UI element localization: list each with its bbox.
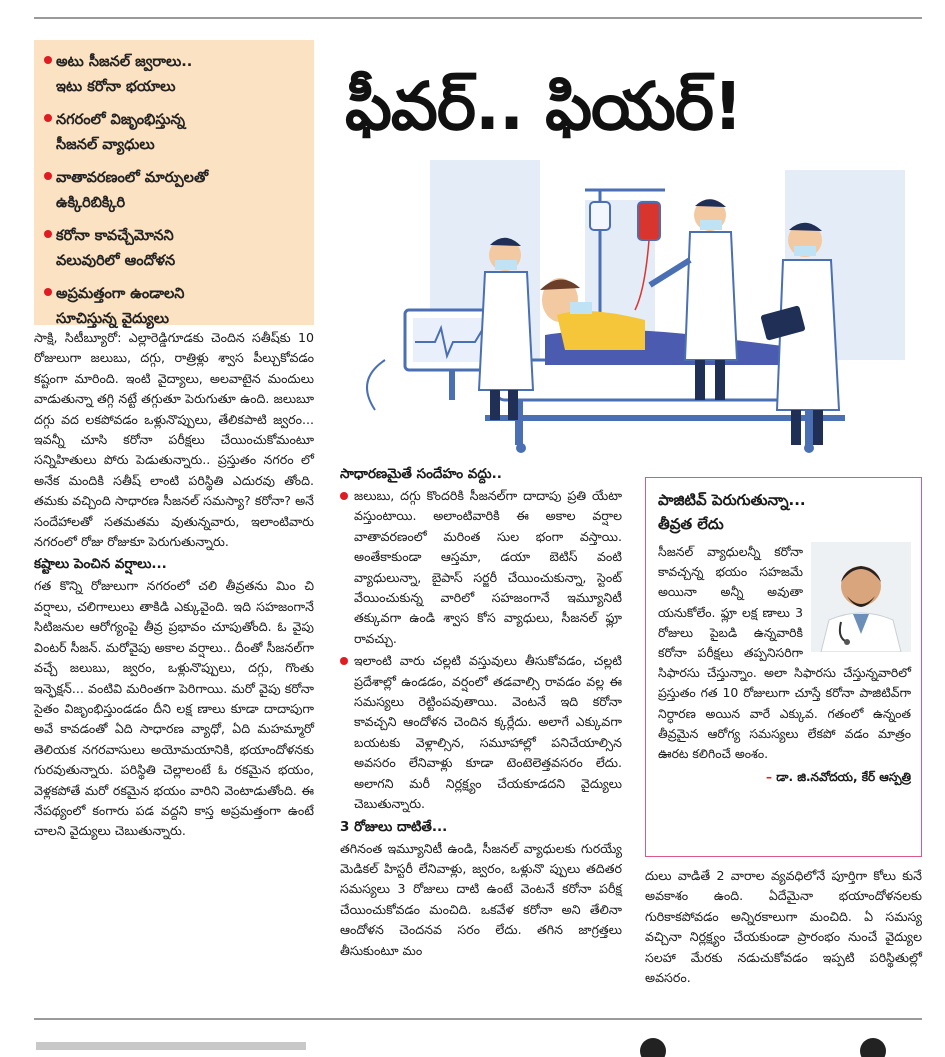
- quote-body: సీజనల్ వ్యాధులన్నీ కరోనా కావచ్చన్న భయం సహజమే అయినా అన్నీ అవుతా యనుకోలేం. ఫ్లూ లక్ష ణాలు 3 రోజులు పైబడి ఉన్నవారికి కరోనా పరీక్షలు తప్పనిసరిగా సిఫారసు చేస్తున్నాం. అలా సిఫారసు చేస్తున్నవారిలో ప్రస్తుతం గత 10 రోజులుగా చూస్తే కరోనా పాజిటివ్‌గా నిర్ధారణ అయిన వారే ఎక్కువ. గతంలో ఉన్నంత తీవ్రమైన ఆరోగ్య సమస్యలు లేకపో వడం మాత్రం ఊరట కలిగించే అంశం.: [658, 544, 911, 762]
- highlight-line: అప్రమత్తంగా ఉండాలని: [56, 286, 185, 302]
- highlight-line: ఉక్కిరిబిక్కిరి: [56, 195, 126, 211]
- column-left: [34, 328, 314, 1018]
- highlight-item: [56, 282, 304, 332]
- column-right-bottom: [645, 866, 922, 1016]
- highlight-line: అటు సీజనల్ జ్వరాలు..: [56, 54, 193, 70]
- column-middle: [340, 462, 622, 1012]
- article-body: తగినంత ఇమ్యూనిటీ ఉండి, సీజనల్ వ్యాధులకు గురయ్యే మెడికల్ హిస్టరీ లేనివాళ్లు, జ్వరం, ఒళ్లునొ ప్పులు తదితర సమస్యలు 3 రోజులు దాటి ఉంటే వెంటనే కరోనా పరీక్ష చేయించుకోవడం మంచిది. ఒకవేళ కరోనా అని తేలినా ఆందోళన చెందనవ సరం లేదు. తగిన జాగ్రత్తలు తీసుకుంటూ మం: [340, 840, 622, 958]
- bullet-icon: [44, 56, 52, 64]
- subheading: సాధారణమైతే సందేహం వద్దు..: [340, 466, 502, 482]
- subheading: 3 రోజులు దాటితే...: [340, 818, 448, 835]
- highlight-line: సీజనల్ వ్యాధులు: [56, 137, 155, 153]
- top-rule: [34, 17, 922, 19]
- subheading: కష్టాలు పెంచిన వర్షాలు...: [34, 556, 167, 573]
- bullet-icon: [44, 230, 52, 238]
- highlights-box: [34, 40, 314, 325]
- fragment-shape: [640, 1038, 666, 1057]
- quote-credit: [658, 770, 911, 787]
- credit-name: డా. జి.నవోదయ, కేర్ ఆస్పత్రి: [776, 770, 911, 785]
- highlight-line: వలువురిలో ఆందోళన: [56, 253, 176, 269]
- bullet-icon: [44, 114, 52, 122]
- hospital-illustration: [345, 160, 935, 455]
- highlight-item: [56, 108, 304, 158]
- highlight-item: [56, 224, 304, 274]
- credit-dash: –: [766, 770, 773, 785]
- next-article-fragment: [0, 1030, 945, 1057]
- highlight-line: ఇటు కరోనా భయాలు: [56, 79, 176, 95]
- bullet-icon: [44, 288, 52, 296]
- article-body: గత కొన్ని రోజులుగా నగరంలో చలి తీవ్రతను మిం చి వర్షాలు, చలిగాలులు తాకిడి ఎక్కువైంది. ఇది సహజంగానే సిటిజనుల ఆరోగ్యంపై తీవ్ర ప్రభావం చూపుతోంది. ఓ వైపు వింటర్ సీజన్. మరోవైపు అకాల వర్షాలు.. దీంతో సీజనల్‌గా వచ్చే జలుబు, జ్వరం, ఒళ్లునొప్పులు, దగ్గు, గొంతు ఇన్ఫెక్షన్... వంటివి మరింతగా పెరిగాయి. మరో వైపు కరోనా సైతం విజృంభిస్తుండడం దీని లక్ష ణాలు కూడా దాదాపుగా అవే కావడంతో ఏది సాధారణ వ్యాధో, ఏది మహమ్మారో తెలియక నగరవాసులు అయోమయానికి, భయాందోళనకు గురవుతున్నారు. పరిస్థితి చెల్లాలంటే ఓ రకమైన భయం, వెళ్లకపోతే మరో రకమైన భయం వారిని వెంటాడుతోంది. ఈ నేపథ్యంలో కంగారు పడ వద్దని కాస్త అప్రమత్తంగా ఉంటే చాలని వైద్యులు చెబుతున్నారు.: [34, 578, 314, 839]
- quote-title: పాజిటివ్ పెరుగుతున్నా...: [658, 491, 806, 509]
- article-intro: సాక్షి, సిటీబ్యూరో: ఎల్లారెడ్డిగూడకు చెందిన సతీష్‌కు 10 రోజులుగా జలుబు, దగ్గు, రాత్రిళ్లు శ్వాస పీల్చుకోవడం కష్టంగా మారింది. ఇంటి వైద్యాలు, అలవాటైన మందులు వాడుతున్నా తగ్గి నట్టే తగ్గుతూ పెరుగుతూ ఉంది. జలుబూ దగ్గు వద లకపోవడం ఒళ్లునొప్పులు, తేలికపాటి జ్వరం... ఇవన్నీ చూసి కరోనా పరీక్షలు చేయించుకోమంటూ సన్నిహితులు పోరు పెడుతున్నారు.. ప్రస్తుతం నగరం లో అనేక మందికి సతీష్ లాంటి పరిస్థితి ఎదురవు తోంది. తమకు వచ్చింది సాధారణ సీజనల్ సమస్యా? కరోనా? అనే సందేహాలతో సతమతమ వుతున్నవారు, ఇలాంటివారు నగరంలో రోజు రోజుకూ పెరుగుతున్నారు.: [34, 330, 314, 550]
- article-body: దులు వాడితే 2 వారాల వ్యవధిలోనే పూర్తిగా కోలు కునే అవకాశం ఉంది. ఏదేమైనా భయాందోళనలకు గురికాకపోవడం అన్నిరకాలుగా మంచిది. ఏ సమస్య వచ్చినా నిర్లక్ష్యం చేయకుండా ప్రారంభం నుంచే వైద్యుల సలహా మేరకు నడుచుకోవడం ఇప్పటి పరిస్థితుల్లో అవసరం.: [645, 868, 922, 986]
- paragraph-text: జలుబు, దగ్గు కొందరికి సీజనల్‌గా దాదాపు ప్రతి యేటా వస్తుంటాయి. అలాంటివారికి ఈ అకాల వర్షాల వాతావరణంలో మరింత సుల భంగా వస్తాయి. అంతేకాకుండా ఆస్తమా, డయా బెటిస్ వంటి వ్యాధులున్నా, బైపాస్ సర్జరీ చేయించుకున్నా, స్టెంట్ వేయించుకున్న వారిలో సహజంగానే ఇమ్యూనిటీ తక్కువగా ఉండి శ్వాస కోస వ్యాధులు, సీజనల్ ఫ్లూ రావచ్చు.: [354, 488, 622, 646]
- doctor-quote-box: [645, 477, 922, 857]
- paragraph-text: ఇలాంటి వారు చల్లటి వస్తువులు తీసుకోవడం, చల్లటి ప్రదేశాల్లో ఉండడం, వర్షంలో తడవాల్సి రావడం వల్ల ఈ సమస్యలు రెట్టింపవుతాయి. వెంటనే ఇది కరోనా కావచ్చని ఆందోళన చెందిన క్కర్లేదు. అలాగే ఎక్కువగా బయటకు వెళ్లాల్సిన, సమూహాల్లో పనిచేయాల్సిన అవసరం లేనివాళ్లు కూడా టెంటెలెత్తవసరం లేదు. అలాగని మరీ నిర్లక్ష్యం చేయకూడదని వైద్యులు చెబుతున్నారు.: [354, 653, 622, 812]
- highlight-line: వాతావరణంలో మార్పులతో: [56, 170, 209, 186]
- doctor-photo: [811, 542, 911, 652]
- bottom-rule: [34, 1018, 922, 1020]
- fragment-shape: [860, 1038, 886, 1057]
- bullet-icon: [340, 492, 348, 500]
- highlight-item: [56, 50, 304, 100]
- fragment-bar: [36, 1042, 306, 1050]
- highlight-item: [56, 166, 304, 216]
- highlight-line: కరోనా కావచ్చేమోనని: [56, 228, 174, 244]
- highlight-line: సూచిస్తున్న వైద్యులు: [56, 311, 170, 327]
- quote-subtitle: తీవ్రత లేదు: [658, 515, 724, 533]
- highlight-line: నగరంలో విజృంభిస్తున్న: [56, 112, 186, 128]
- bullet-icon: [44, 172, 52, 180]
- bullet-paragraph: [340, 651, 622, 814]
- headline: ఫీవర్.. ఫియర్!: [345, 68, 743, 145]
- bullet-icon: [340, 657, 348, 665]
- bullet-paragraph: [340, 486, 622, 649]
